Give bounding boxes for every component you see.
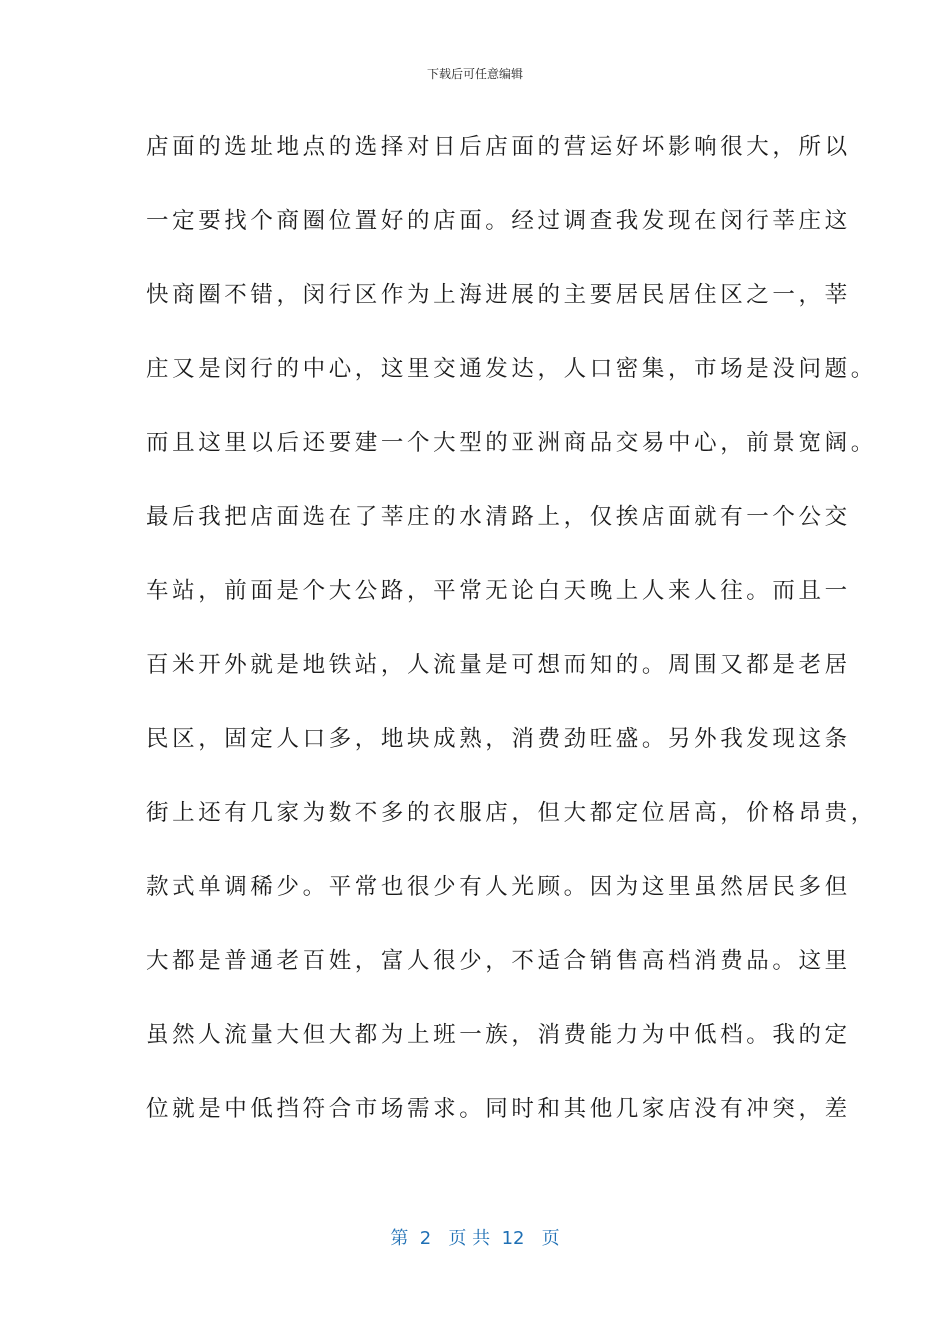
page-header: 下载后可任意编辑 — [426, 67, 523, 81]
body-line: 快商圈不错，闵行区作为上海进展的主要居民居住区之一，莘 — [146, 282, 851, 308]
body-line: 车站，前面是个大公路，平常无论白天晚上人来人往。而且一 — [146, 578, 851, 604]
page-number-footer: 第 2 页 共 12 页 — [390, 1228, 560, 1249]
body-line: 大都是普通老百姓，富人很少，不适合销售高档消费品。这里 — [146, 948, 851, 974]
body-line: 一定要找个商圈位置好的店面。经过调查我发现在闵行莘庄这 — [146, 208, 851, 234]
body-text — [146, 124, 877, 1160]
body-line: 街上还有几家为数不多的衣服店，但大都定位居高，价格昂贵， — [146, 800, 877, 826]
body-line: 位就是中低挡符合市场需求。同时和其他几家店没有冲突，差 — [146, 1096, 851, 1122]
body-line: 最后我把店面选在了莘庄的水清路上，仅挨店面就有一个公交 — [146, 504, 851, 530]
body-line: 虽然人流量大但大都为上班一族，消费能力为中低档。我的定 — [146, 1022, 851, 1048]
body-line: 民区，固定人口多，地块成熟，消费劲旺盛。另外我发现这条 — [146, 726, 851, 752]
body-line: 而且这里以后还要建一个大型的亚洲商品交易中心，前景宽阔。 — [146, 430, 877, 456]
body-line: 庄又是闵行的中心，这里交通发达，人口密集，市场是没问题。 — [146, 356, 877, 382]
body-line: 百米开外就是地铁站，人流量是可想而知的。周围又都是老居 — [146, 652, 851, 678]
body-line: 店面的选址地点的选择对日后店面的营运好坏影响很大，所以 — [146, 134, 851, 160]
body-line: 款式单调稀少。平常也很少有人光顾。因为这里虽然居民多但 — [146, 874, 851, 900]
